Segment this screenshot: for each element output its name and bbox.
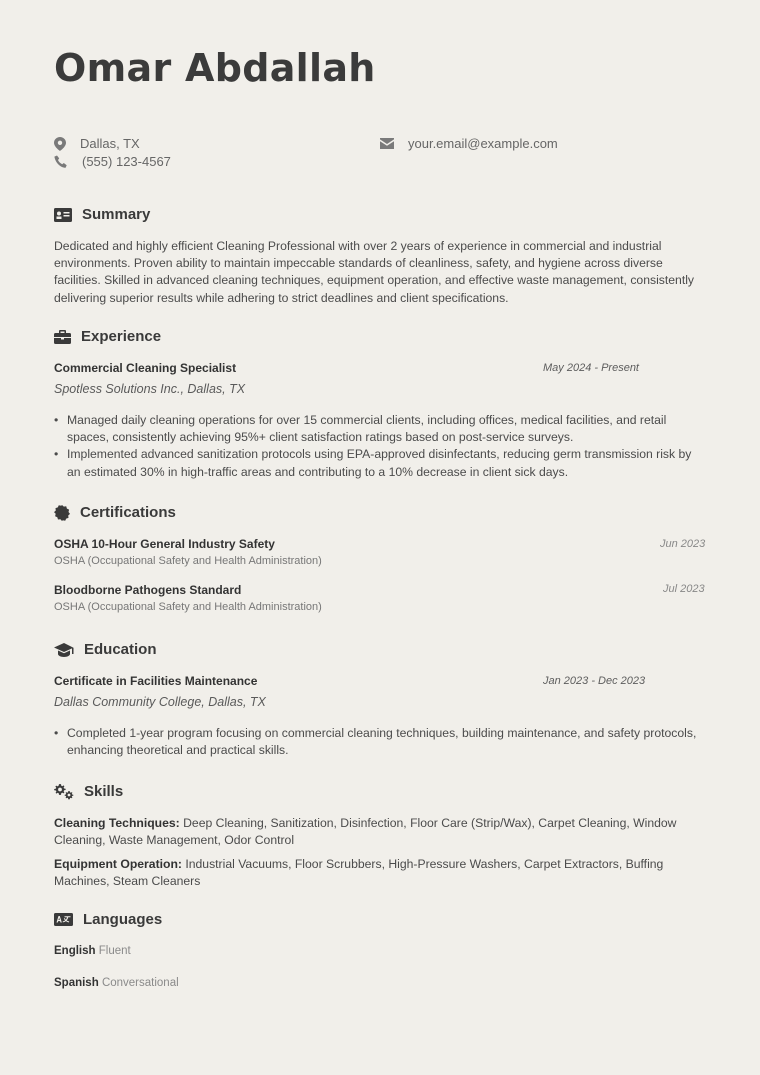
briefcase-icon — [54, 330, 71, 344]
job-bullets — [54, 412, 706, 481]
contact-location — [54, 136, 140, 151]
certification-issuer: OSHA (Occupational Safety and Health Administration) — [54, 601, 322, 613]
skill-label: Cleaning Techniques: — [54, 816, 180, 830]
summary-text: Dedicated and highly efficient Cleaning Professional with over 2 years of experience in commercial and industrial environments. Proven ability to maintain impeccable standards of cleanliness, safety, and hygiene across diverse facilities. Skilled in advanced cleaning techniques, equipment operation, and effective waste management, consistently delivering superior results while adhering to strict deadlines and client specifications. — [54, 239, 695, 305]
education-organization: Dallas Community College, Dallas, TX — [54, 695, 266, 709]
gears-icon — [54, 784, 74, 800]
education-title: Certificate in Facilities Maintenance — [54, 674, 258, 688]
certification-name: Bloodborne Pathogens Standard — [54, 583, 242, 597]
list-item: • Managed daily cleaning operations for over 15 commercial clients, including offices, medical facilities, and retail spaces, consistently achieving 95%+ client satisfaction ratings based on post-service surveys. — [54, 412, 706, 446]
language-name: English — [54, 945, 96, 957]
certification-date: Jun 2023 — [660, 538, 706, 550]
certification-issuer: OSHA (Occupational Safety and Health Administration) — [54, 555, 322, 567]
map-pin-icon — [54, 137, 66, 151]
certification-name: OSHA 10-Hour General Industry Safety — [54, 537, 275, 551]
job-dates: May 2024 - Present — [543, 362, 639, 374]
summary-heading: Summary — [54, 206, 150, 223]
language-icon — [54, 913, 73, 926]
candidate-name: Omar Abdallah — [54, 46, 376, 90]
language-item — [54, 977, 179, 989]
phone-text: (555) 123-4567 — [82, 154, 171, 169]
language-level: Conversational — [101, 977, 179, 989]
languages-heading: Languages — [54, 911, 162, 928]
envelope-icon — [380, 138, 394, 149]
location-text: Dallas, TX — [80, 136, 140, 151]
skill-value: Industrial Vacuums, Floor Scrubbers, High-Pressure Washers, Carpet Extractors, Buffing Machines, Steam Cleaners — [54, 857, 664, 889]
graduation-cap-icon — [54, 643, 74, 657]
language-level: Fluent — [98, 945, 131, 957]
education-heading: Education — [54, 641, 157, 658]
skills-heading: Skills — [54, 783, 123, 800]
id-card-icon — [54, 208, 72, 222]
language-item — [54, 945, 131, 957]
education-bullets — [54, 725, 706, 759]
skill-group — [54, 856, 706, 890]
job-title: Commercial Cleaning Specialist — [54, 361, 237, 375]
email-text[interactable]: your.email@example.com — [408, 136, 558, 151]
certification-date: Jul 2023 — [663, 583, 705, 595]
language-name: Spanish — [54, 977, 99, 989]
education-dates: Jan 2023 - Dec 2023 — [543, 675, 646, 687]
skill-value: Deep Cleaning, Sanitization, Disinfection, Floor Care (Strip/Wax), Carpet Cleaning, Window Cleaning, Waste Management, Odor Control — [54, 816, 677, 848]
experience-heading: Experience — [54, 328, 161, 345]
skill-label: Equipment Operation: — [54, 857, 182, 871]
contact-email — [380, 136, 558, 151]
job-organization: Spotless Solutions Inc., Dallas, TX — [54, 382, 246, 396]
skill-group — [54, 815, 706, 849]
certifications-heading: Certifications — [54, 504, 176, 521]
list-item: • Implemented advanced sanitization protocols using EPA-approved disinfectants, reducing germ transmission risk by an estimated 30% in high-traffic areas and contributing to a 10% decrease in client sick days. — [54, 446, 706, 480]
list-item: • Completed 1-year program focusing on commercial cleaning techniques, building maintenance, and safety protocols, enhancing theoretical and practical skills. — [54, 725, 706, 759]
badge-icon — [54, 505, 70, 521]
contact-phone — [54, 154, 171, 169]
phone-icon — [54, 155, 68, 169]
